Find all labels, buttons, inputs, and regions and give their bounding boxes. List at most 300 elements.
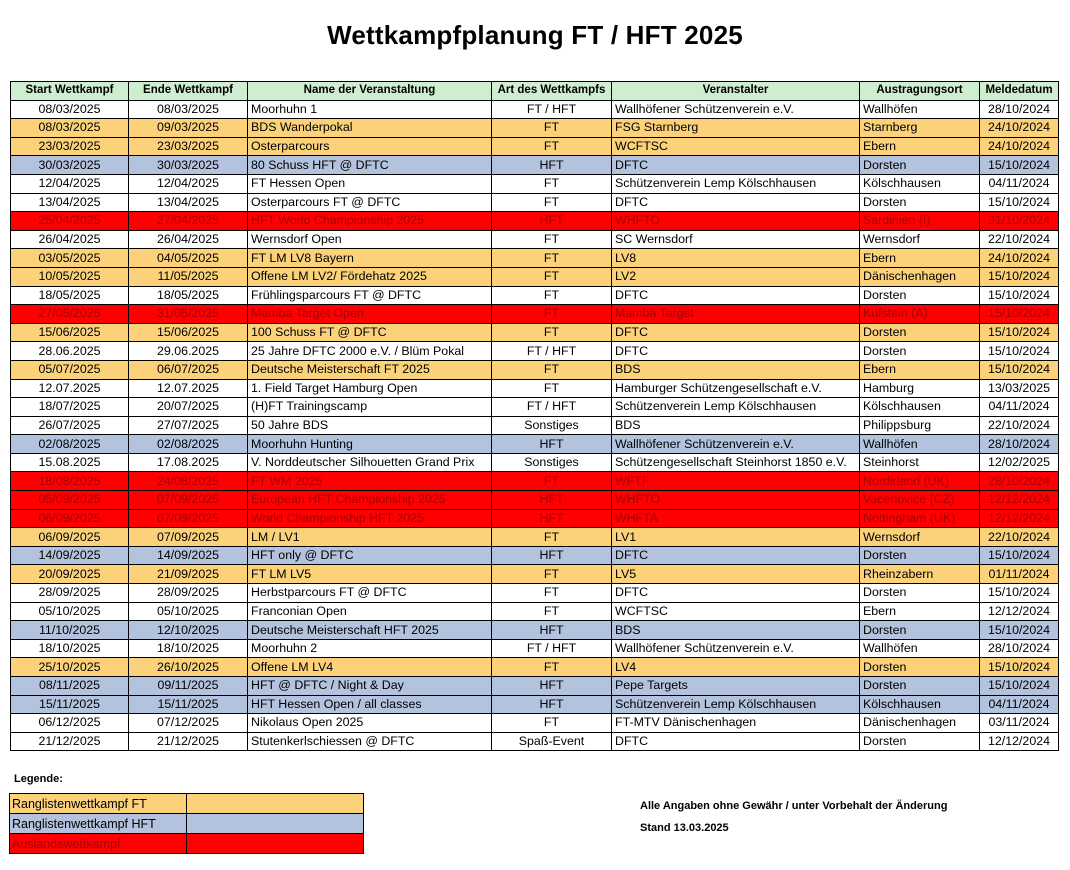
legend-row-hft <box>10 814 364 834</box>
cell-start: 25/10/2025 <box>11 658 129 677</box>
cell-organizer: Mamba Target <box>612 305 860 324</box>
cell-deadline: 15/10/2024 <box>980 677 1059 696</box>
cell-name: 100 Schuss FT @ DFTC <box>248 323 492 342</box>
cell-organizer: WHFTO <box>612 491 860 510</box>
cell-start: 03/05/2025 <box>11 249 129 268</box>
cell-name: 1. Field Target Hamburg Open <box>248 379 492 398</box>
cell-location: Kölschhausen <box>860 695 980 714</box>
table-row <box>11 286 1059 305</box>
cell-organizer: LV4 <box>612 658 860 677</box>
cell-organizer: DFTC <box>612 584 860 603</box>
legend-label-ft: Ranglistenwettkampf FT <box>10 794 187 814</box>
cell-organizer: DFTC <box>612 323 860 342</box>
cell-location: Ebern <box>860 360 980 379</box>
cell-name: HFT @ DFTC / Night & Day <box>248 677 492 696</box>
legend-label-ausland: Auslandswettkampf <box>10 834 187 854</box>
table-row <box>11 565 1059 584</box>
cell-name: FT WM 2025 <box>248 472 492 491</box>
cell-deadline: 22/10/2024 <box>980 528 1059 547</box>
cell-type: HFT <box>492 156 612 175</box>
cell-name: Deutsche Meisterschaft HFT 2025 <box>248 621 492 640</box>
table-row <box>11 528 1059 547</box>
cell-deadline: 04/11/2024 <box>980 174 1059 193</box>
cell-name: FT Hessen Open <box>248 174 492 193</box>
cell-end: 21/09/2025 <box>129 565 248 584</box>
cell-location: Dorsten <box>860 621 980 640</box>
header-end: Ende Wettkampf <box>129 82 248 101</box>
table-row <box>11 732 1059 751</box>
table-row <box>11 714 1059 733</box>
cell-deadline: 15/10/2024 <box>980 658 1059 677</box>
cell-type: Sonstiges <box>492 453 612 472</box>
cell-organizer: LV5 <box>612 565 860 584</box>
cell-type: FT <box>492 472 612 491</box>
cell-type: Spaß-Event <box>492 732 612 751</box>
cell-deadline: 13/03/2025 <box>980 379 1059 398</box>
cell-start: 14/09/2025 <box>11 546 129 565</box>
cell-name: FT LM LV8 Bayern <box>248 249 492 268</box>
cell-type: Sonstiges <box>492 416 612 435</box>
cell-name: Mamba Target Open <box>248 305 492 324</box>
cell-deadline: 04/11/2024 <box>980 695 1059 714</box>
cell-organizer: WHFTA <box>612 509 860 528</box>
table-row <box>11 249 1059 268</box>
cell-type: HFT <box>492 509 612 528</box>
cell-end: 18/10/2025 <box>129 639 248 658</box>
cell-end: 07/09/2025 <box>129 528 248 547</box>
cell-start: 05/10/2025 <box>11 602 129 621</box>
cell-deadline: 04/11/2024 <box>980 398 1059 417</box>
legend-label: Legende: <box>14 773 63 785</box>
cell-deadline: 15/10/2024 <box>980 286 1059 305</box>
cell-deadline: 22/10/2024 <box>980 230 1059 249</box>
cell-organizer: Hamburger Schützengesellschaft e.V. <box>612 379 860 398</box>
cell-deadline: 28/10/2024 <box>980 639 1059 658</box>
cell-location: Dorsten <box>860 546 980 565</box>
cell-start: 21/12/2025 <box>11 732 129 751</box>
cell-name: Osterparcours FT @ DFTC <box>248 193 492 212</box>
cell-organizer: WCFTSC <box>612 137 860 156</box>
cell-organizer: DFTC <box>612 732 860 751</box>
cell-type: FT <box>492 249 612 268</box>
cell-start: 23/03/2025 <box>11 137 129 156</box>
cell-start: 10/05/2025 <box>11 267 129 286</box>
cell-name: Franconian Open <box>248 602 492 621</box>
cell-end: 15/11/2025 <box>129 695 248 714</box>
cell-location: Kölschhausen <box>860 398 980 417</box>
cell-start: 27/05/2025 <box>11 305 129 324</box>
cell-deadline: 15/10/2024 <box>980 156 1059 175</box>
header-organizer: Veranstalter <box>612 82 860 101</box>
cell-deadline: 15/10/2024 <box>980 360 1059 379</box>
table-row <box>11 230 1059 249</box>
table-row <box>11 100 1059 119</box>
cell-start: 02/08/2025 <box>11 435 129 454</box>
cell-organizer: DFTC <box>612 193 860 212</box>
cell-end: 12/10/2025 <box>129 621 248 640</box>
cell-deadline: 22/10/2024 <box>980 416 1059 435</box>
cell-start: 13/04/2025 <box>11 193 129 212</box>
cell-end: 26/04/2025 <box>129 230 248 249</box>
cell-name: European HFT Championship 2025 <box>248 491 492 510</box>
table-row <box>11 472 1059 491</box>
cell-name: HFT only @ DFTC <box>248 546 492 565</box>
cell-start: 26/07/2025 <box>11 416 129 435</box>
cell-organizer: Pepe Targets <box>612 677 860 696</box>
cell-end: 14/09/2025 <box>129 546 248 565</box>
cell-organizer: Wallhöfener Schützenverein e.V. <box>612 639 860 658</box>
cell-location: Dorsten <box>860 156 980 175</box>
cell-name: BDS Wanderpokal <box>248 119 492 138</box>
cell-deadline: 12/12/2024 <box>980 509 1059 528</box>
table-row <box>11 305 1059 324</box>
cell-name: 25 Jahre DFTC 2000 e.V. / Blüm Pokal <box>248 342 492 361</box>
cell-organizer: Schützenverein Lemp Kölschhausen <box>612 398 860 417</box>
legend-swatch-ausland <box>187 834 364 854</box>
cell-location: Wernsdorf <box>860 528 980 547</box>
table-row <box>11 137 1059 156</box>
page-title: Wettkampfplanung FT / HFT 2025 <box>327 20 743 50</box>
cell-end: 21/12/2025 <box>129 732 248 751</box>
cell-name: 50 Jahre BDS <box>248 416 492 435</box>
cell-name: LM / LV1 <box>248 528 492 547</box>
cell-name: Frühlingsparcours FT @ DFTC <box>248 286 492 305</box>
cell-deadline: 24/10/2024 <box>980 249 1059 268</box>
cell-deadline: 15/10/2024 <box>980 342 1059 361</box>
cell-end: 17.08.2025 <box>129 453 248 472</box>
table-row <box>11 677 1059 696</box>
cell-end: 07/12/2025 <box>129 714 248 733</box>
table-row <box>11 193 1059 212</box>
cell-name: Wernsdorf Open <box>248 230 492 249</box>
cell-end: 27/07/2025 <box>129 416 248 435</box>
cell-organizer: DFTC <box>612 156 860 175</box>
cell-type: FT <box>492 360 612 379</box>
cell-deadline: 24/10/2024 <box>980 119 1059 138</box>
cell-organizer: Schützenverein Lemp Kölschhausen <box>612 695 860 714</box>
cell-start: 20/09/2025 <box>11 565 129 584</box>
table-row <box>11 156 1059 175</box>
cell-type: FT <box>492 286 612 305</box>
cell-name: Herbstparcours FT @ DFTC <box>248 584 492 603</box>
cell-end: 07/09/2025 <box>129 509 248 528</box>
cell-deadline: 15/10/2024 <box>980 584 1059 603</box>
cell-type: FT <box>492 714 612 733</box>
legend-swatch-hft <box>187 814 364 834</box>
competition-table <box>10 81 1059 751</box>
cell-deadline: 31/10/2024 <box>980 212 1059 231</box>
cell-end: 02/08/2025 <box>129 435 248 454</box>
cell-end: 15/06/2025 <box>129 323 248 342</box>
cell-name: Moorhuhn Hunting <box>248 435 492 454</box>
cell-organizer: Schützengesellschaft Steinhorst 1850 e.V. <box>612 453 860 472</box>
legend-row-ausland <box>10 834 364 854</box>
cell-name: Osterparcours <box>248 137 492 156</box>
table-row <box>11 435 1059 454</box>
cell-name: Offene LM LV2/ Fördehatz 2025 <box>248 267 492 286</box>
cell-name: Nikolaus Open 2025 <box>248 714 492 733</box>
cell-type: FT <box>492 379 612 398</box>
legend-row-ft <box>10 794 364 814</box>
table-row <box>11 119 1059 138</box>
stand-note: Stand 13.03.2025 <box>640 822 729 834</box>
cell-deadline: 15/10/2024 <box>980 621 1059 640</box>
table-row <box>11 658 1059 677</box>
cell-location: Kufstein (A) <box>860 305 980 324</box>
cell-type: FT <box>492 528 612 547</box>
cell-start: 18/08/2025 <box>11 472 129 491</box>
table-body <box>11 100 1059 751</box>
cell-organizer: LV1 <box>612 528 860 547</box>
cell-end: 04/05/2025 <box>129 249 248 268</box>
cell-name: Deutsche Meisterschaft FT 2025 <box>248 360 492 379</box>
table-row <box>11 398 1059 417</box>
cell-name: Offene LM LV4 <box>248 658 492 677</box>
cell-organizer: FSG Starnberg <box>612 119 860 138</box>
cell-location: Dorsten <box>860 342 980 361</box>
cell-organizer: WFTF <box>612 472 860 491</box>
cell-deadline: 15/10/2024 <box>980 546 1059 565</box>
cell-end: 20/07/2025 <box>129 398 248 417</box>
cell-organizer: FT-MTV Dänischenhagen <box>612 714 860 733</box>
cell-end: 06/07/2025 <box>129 360 248 379</box>
cell-location: Dorsten <box>860 323 980 342</box>
cell-location: Kölschhausen <box>860 174 980 193</box>
cell-start: 15/11/2025 <box>11 695 129 714</box>
cell-location: Starnberg <box>860 119 980 138</box>
table-row <box>11 323 1059 342</box>
cell-location: Wernsdorf <box>860 230 980 249</box>
cell-type: FT <box>492 565 612 584</box>
cell-location: Dorsten <box>860 193 980 212</box>
table-row <box>11 639 1059 658</box>
legend-table <box>9 793 364 854</box>
cell-end: 11/05/2025 <box>129 267 248 286</box>
table-row <box>11 174 1059 193</box>
cell-deadline: 15/10/2024 <box>980 323 1059 342</box>
cell-name: V. Norddeutscher Silhouetten Grand Prix <box>248 453 492 472</box>
cell-type: HFT <box>492 491 612 510</box>
cell-type: FT <box>492 267 612 286</box>
cell-type: FT <box>492 305 612 324</box>
cell-location: Steinhorst <box>860 453 980 472</box>
disclaimer-note: Alle Angaben ohne Gewähr / unter Vorbehalt der Änderung <box>640 800 948 812</box>
cell-end: 08/03/2025 <box>129 100 248 119</box>
cell-deadline: 15/10/2024 <box>980 267 1059 286</box>
cell-organizer: DFTC <box>612 286 860 305</box>
cell-end: 05/10/2025 <box>129 602 248 621</box>
cell-end: 29.06.2025 <box>129 342 248 361</box>
cell-type: FT <box>492 119 612 138</box>
table-row <box>11 509 1059 528</box>
cell-organizer: BDS <box>612 621 860 640</box>
cell-end: 18/05/2025 <box>129 286 248 305</box>
cell-deadline: 12/02/2025 <box>980 453 1059 472</box>
cell-start: 12.07.2025 <box>11 379 129 398</box>
cell-start: 08/03/2025 <box>11 100 129 119</box>
cell-start: 06/09/2025 <box>11 528 129 547</box>
header-start: Start Wettkampf <box>11 82 129 101</box>
legend-swatch-ft <box>187 794 364 814</box>
cell-type: FT <box>492 193 612 212</box>
cell-end: 24/08/2025 <box>129 472 248 491</box>
cell-location: Dänischenhagen <box>860 714 980 733</box>
table-row <box>11 491 1059 510</box>
cell-type: FT <box>492 137 612 156</box>
cell-start: 06/09/2025 <box>11 509 129 528</box>
cell-start: 28/09/2025 <box>11 584 129 603</box>
cell-location: Sardinien (I) <box>860 212 980 231</box>
table-row <box>11 584 1059 603</box>
cell-type: HFT <box>492 435 612 454</box>
cell-organizer: LV8 <box>612 249 860 268</box>
cell-location: Wallhöfen <box>860 639 980 658</box>
cell-start: 08/03/2025 <box>11 119 129 138</box>
cell-location: Rheinzabern <box>860 565 980 584</box>
cell-start: 30/03/2025 <box>11 156 129 175</box>
cell-type: FT <box>492 584 612 603</box>
cell-start: 08/11/2025 <box>11 677 129 696</box>
cell-location: Ebern <box>860 249 980 268</box>
table-row <box>11 212 1059 231</box>
cell-type: FT <box>492 323 612 342</box>
cell-deadline: 15/10/2024 <box>980 305 1059 324</box>
cell-organizer: Wallhöfener Schützenverein e.V. <box>612 435 860 454</box>
cell-name: Stutenkerlschiessen @ DFTC <box>248 732 492 751</box>
cell-organizer: Wallhöfener Schützenverein e.V. <box>612 100 860 119</box>
cell-deadline: 15/10/2024 <box>980 193 1059 212</box>
cell-location: Dorsten <box>860 658 980 677</box>
cell-location: Wallhöfen <box>860 435 980 454</box>
cell-end: 26/10/2025 <box>129 658 248 677</box>
cell-end: 07/09/2025 <box>129 491 248 510</box>
cell-start: 18/05/2025 <box>11 286 129 305</box>
cell-type: HFT <box>492 677 612 696</box>
cell-name: World Championship HFT 2025 <box>248 509 492 528</box>
cell-location: Dorsten <box>860 286 980 305</box>
cell-location: Ebern <box>860 602 980 621</box>
cell-end: 23/03/2025 <box>129 137 248 156</box>
table-row <box>11 360 1059 379</box>
cell-type: FT / HFT <box>492 100 612 119</box>
cell-type: FT <box>492 230 612 249</box>
table-row <box>11 602 1059 621</box>
header-type: Art des Wettkampfs <box>492 82 612 101</box>
table-header-row <box>11 82 1059 101</box>
cell-deadline: 28/10/2024 <box>980 435 1059 454</box>
cell-start: 12/04/2025 <box>11 174 129 193</box>
cell-type: FT / HFT <box>492 398 612 417</box>
cell-type: FT / HFT <box>492 342 612 361</box>
cell-organizer: BDS <box>612 360 860 379</box>
table-row <box>11 695 1059 714</box>
cell-start: 15/06/2025 <box>11 323 129 342</box>
cell-location: Vacenovice (CZ) <box>860 491 980 510</box>
header-deadline: Meldedatum <box>980 82 1059 101</box>
cell-organizer: WCFTSC <box>612 602 860 621</box>
cell-organizer: BDS <box>612 416 860 435</box>
cell-name: 80 Schuss HFT @ DFTC <box>248 156 492 175</box>
cell-deadline: 12/12/2024 <box>980 732 1059 751</box>
cell-name: Moorhuhn 1 <box>248 100 492 119</box>
cell-name: HFT Hessen Open / all classes <box>248 695 492 714</box>
cell-name: (H)FT Trainingscamp <box>248 398 492 417</box>
cell-organizer: DFTC <box>612 342 860 361</box>
cell-location: Wallhöfen <box>860 100 980 119</box>
cell-location: Dorsten <box>860 584 980 603</box>
cell-type: HFT <box>492 546 612 565</box>
cell-deadline: 24/10/2024 <box>980 137 1059 156</box>
table-row <box>11 267 1059 286</box>
cell-type: HFT <box>492 212 612 231</box>
cell-deadline: 12/12/2024 <box>980 602 1059 621</box>
cell-start: 15.08.2025 <box>11 453 129 472</box>
cell-location: Nottingham (UK) <box>860 509 980 528</box>
cell-start: 25/04/2025 <box>11 212 129 231</box>
cell-location: Dorsten <box>860 732 980 751</box>
cell-location: Dänischenhagen <box>860 267 980 286</box>
cell-location: Dorsten <box>860 677 980 696</box>
cell-end: 09/11/2025 <box>129 677 248 696</box>
cell-organizer: WHFTO <box>612 212 860 231</box>
cell-type: FT <box>492 174 612 193</box>
cell-deadline: 03/11/2024 <box>980 714 1059 733</box>
cell-start: 18/07/2025 <box>11 398 129 417</box>
cell-end: 28/09/2025 <box>129 584 248 603</box>
table-row <box>11 379 1059 398</box>
cell-organizer: DFTC <box>612 546 860 565</box>
cell-start: 11/10/2025 <box>11 621 129 640</box>
table-row <box>11 453 1059 472</box>
cell-end: 13/04/2025 <box>129 193 248 212</box>
cell-end: 31/05/2025 <box>129 305 248 324</box>
cell-deadline: 01/11/2024 <box>980 565 1059 584</box>
cell-start: 28.06.2025 <box>11 342 129 361</box>
cell-end: 27/04/2025 <box>129 212 248 231</box>
cell-organizer: Schützenverein Lemp Kölschhausen <box>612 174 860 193</box>
cell-start: 05/07/2025 <box>11 360 129 379</box>
cell-type: FT / HFT <box>492 639 612 658</box>
cell-name: FT LM LV5 <box>248 565 492 584</box>
cell-start: 26/04/2025 <box>11 230 129 249</box>
cell-location: Nordirland (UK) <box>860 472 980 491</box>
cell-deadline: 12/12/2024 <box>980 491 1059 510</box>
cell-end: 12.07.2025 <box>129 379 248 398</box>
cell-end: 30/03/2025 <box>129 156 248 175</box>
cell-end: 09/03/2025 <box>129 119 248 138</box>
cell-type: FT <box>492 658 612 677</box>
cell-type: HFT <box>492 695 612 714</box>
cell-organizer: SC Wernsdorf <box>612 230 860 249</box>
cell-type: HFT <box>492 621 612 640</box>
cell-name: HFT World Championship 2025 <box>248 212 492 231</box>
table-row <box>11 621 1059 640</box>
legend-label-hft: Ranglistenwettkampf HFT <box>10 814 187 834</box>
cell-start: 18/10/2025 <box>11 639 129 658</box>
cell-start: 05/09/2025 <box>11 491 129 510</box>
cell-organizer: LV2 <box>612 267 860 286</box>
cell-type: FT <box>492 602 612 621</box>
table-row <box>11 546 1059 565</box>
table-row <box>11 416 1059 435</box>
cell-end: 12/04/2025 <box>129 174 248 193</box>
cell-deadline: 28/10/2024 <box>980 472 1059 491</box>
cell-location: Ebern <box>860 137 980 156</box>
table-row <box>11 342 1059 361</box>
header-name: Name der Veranstaltung <box>248 82 492 101</box>
header-location: Austragungsort <box>860 82 980 101</box>
cell-location: Philippsburg <box>860 416 980 435</box>
